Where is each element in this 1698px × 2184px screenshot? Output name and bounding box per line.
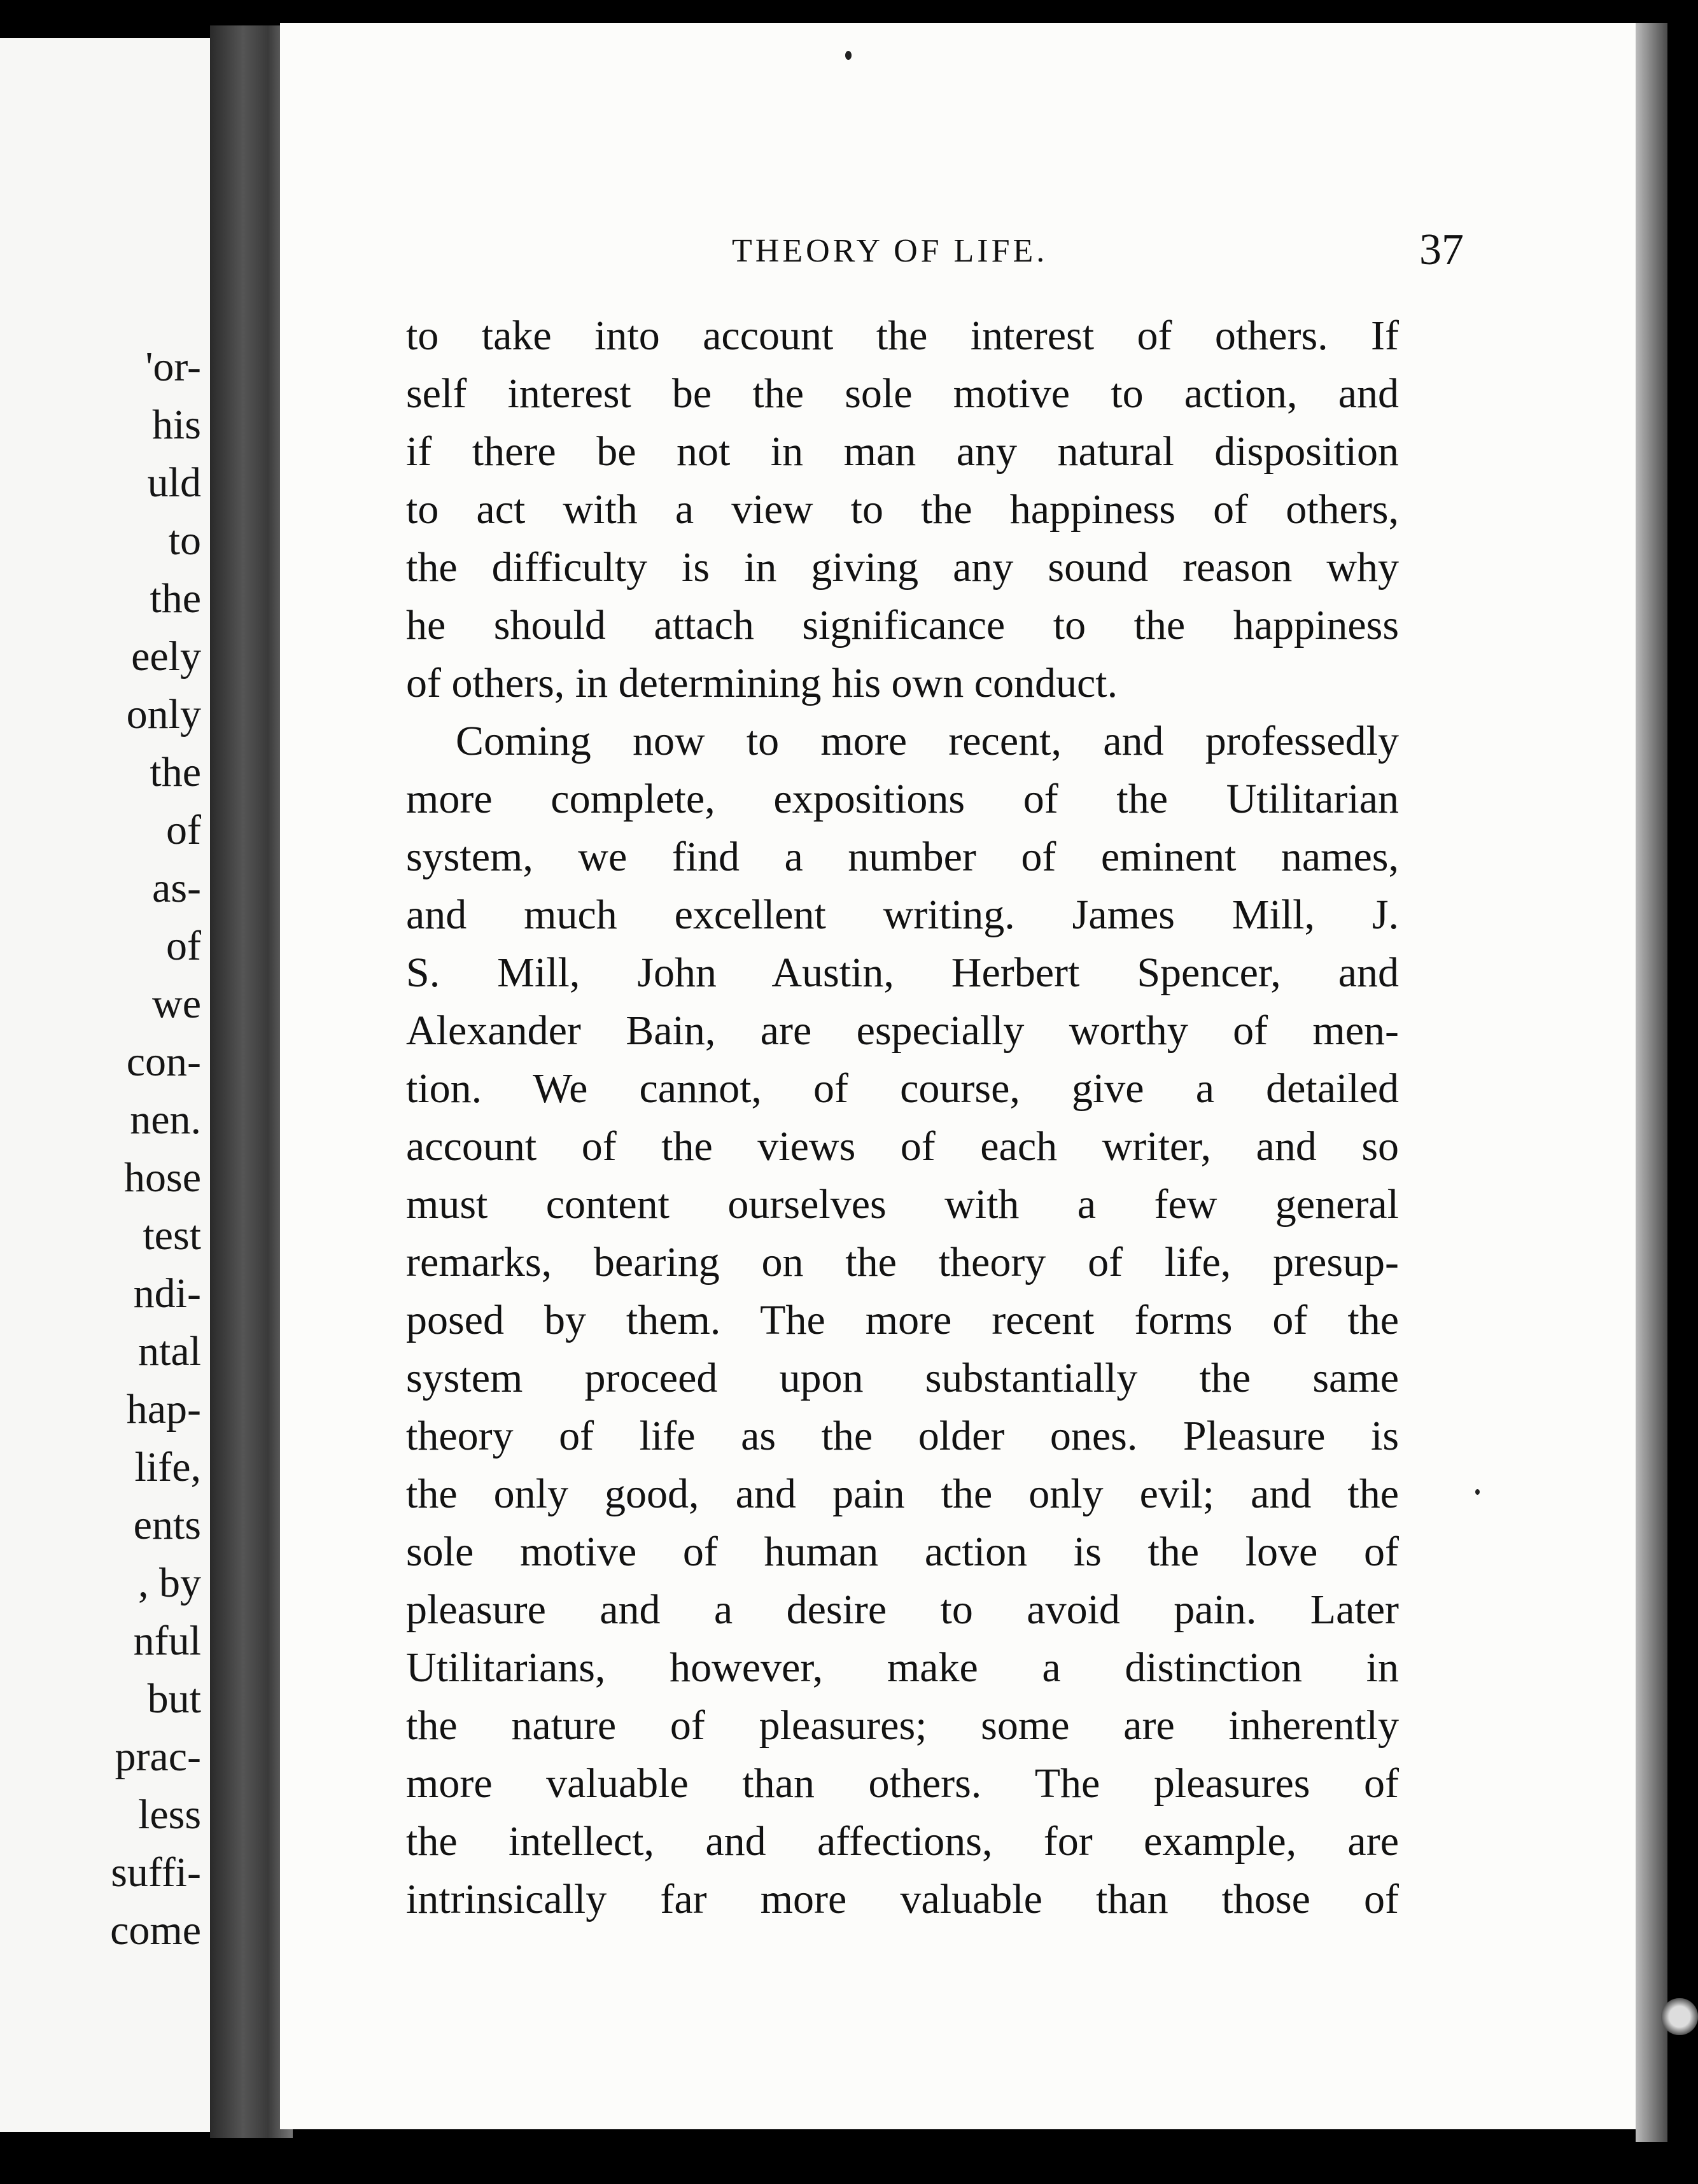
page-number: 37 [1419,225,1464,274]
running-head [732,225,1464,277]
text-line: he should attach significance to the happiness [406,602,1399,648]
scan-blemish [1661,1998,1698,2035]
left-fragment: , by [138,1560,201,1606]
left-fragment: as- [152,865,201,911]
left-fragment: the [150,575,201,622]
left-fragment: ents [133,1502,201,1548]
left-fragment: of [166,807,201,853]
left-fragment: only [126,691,201,738]
left-fragment: we [152,981,201,1027]
text-line: system, we find a number of eminent names, [406,834,1399,880]
text-line: the intellect, and affections, for example, are [406,1818,1399,1865]
running-title: THEORY OF LIFE. [732,233,1048,269]
left-fragment: ndi- [133,1270,201,1317]
text-line: of others, in determining his own conduct. [406,660,1118,706]
left-fragment: but [147,1676,201,1722]
ink-speck [1475,1489,1480,1495]
left-fragment: hap- [126,1386,201,1432]
text-line: remarks, bearing on the theory of life, presup- [406,1239,1399,1285]
left-fragment: suffi- [111,1849,201,1896]
text-line: self interest be the sole motive to action, and [406,370,1399,417]
left-fragment: 'or- [145,344,201,390]
text-line: if there be not in man any natural disposition [406,428,1399,475]
text-line: posed by them. The more recent forms of the [406,1297,1399,1343]
left-fragment: test [143,1212,201,1259]
left-fragment: of [166,923,201,969]
left-fragment: his [151,402,201,448]
page-edge-shadow [1636,23,1667,2142]
text-line: the difficulty is in giving any sound reason why [406,544,1399,591]
text-line: system proceed upon substantially the same [406,1355,1399,1401]
left-fragment: prac- [115,1733,201,1780]
left-fragment: uld [147,459,201,506]
text-line: to act with a view to the happiness of others, [406,486,1399,533]
text-line: to take into account the interest of others. If [406,312,1399,359]
left-fragment: life, [134,1444,201,1490]
left-fragment: come [110,1907,201,1954]
text-line: theory of life as the older ones. Pleasure is [406,1413,1399,1459]
text-line: more valuable than others. The pleasures of [406,1760,1399,1807]
left-fragment: nful [133,1618,201,1664]
text-line: tion. We cannot, of course, give a detailed [406,1065,1399,1112]
text-line: the nature of pleasures; some are inherently [406,1702,1399,1749]
text-line: account of the views of each writer, and so [406,1123,1399,1170]
text-line: Utilitarians, however, make a distinction in [406,1644,1399,1691]
text-line: the only good, and pain the only evil; and the [406,1471,1399,1517]
left-fragment: less [138,1791,201,1838]
text-line: sole motive of human action is the love of [406,1529,1399,1575]
text-line: Coming now to more recent, and professedly [456,718,1399,764]
text-line: intrinsically far more valuable than those of [406,1876,1399,1922]
text-line: Alexander Bain, are especially worthy of men- [406,1007,1399,1054]
left-fragment: hose [124,1154,201,1201]
ink-speck [845,51,852,60]
left-page [0,38,210,2132]
text-line: more complete, expositions of the Utilitarian [406,776,1399,822]
left-fragment: con- [126,1039,201,1085]
left-page-text-fragments [0,38,210,2132]
text-line: and much excellent writing. James Mill, J. [406,892,1399,938]
text-line: must content ourselves with a few general [406,1181,1399,1228]
text-line: S. Mill, John Austin, Herbert Spencer, and [406,949,1399,996]
left-fragment: the [150,749,201,795]
left-fragment: nen. [130,1096,201,1143]
left-fragment: eely [131,633,201,680]
text-line: pleasure and a desire to avoid pain. Later [406,1586,1399,1633]
left-fragment: ntal [138,1328,201,1375]
left-fragment: to [168,517,201,564]
